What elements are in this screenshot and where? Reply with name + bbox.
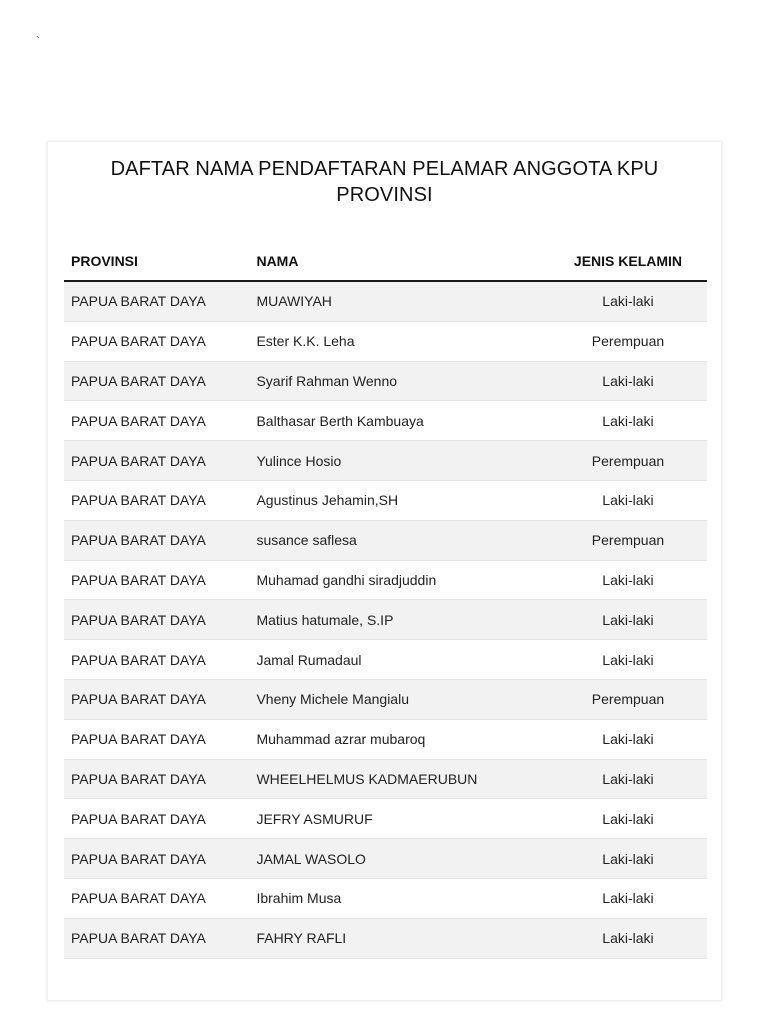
column-header-provinsi: PROVINSI xyxy=(64,241,249,281)
cell-provinsi: PAPUA BARAT DAYA xyxy=(64,839,249,879)
cell-nama: Matius hatumale, S.IP xyxy=(249,600,549,640)
table-row xyxy=(64,600,707,640)
cell-nama: JAMAL WASOLO xyxy=(249,839,549,879)
cell-nama: Jamal Rumadaul xyxy=(249,640,549,680)
cell-nama: WHEELHELMUS KADMAERUBUN xyxy=(249,759,549,799)
cell-jenis-kelamin: Perempuan xyxy=(549,441,707,481)
table-row xyxy=(64,361,707,401)
table-body xyxy=(64,281,707,958)
cell-jenis-kelamin: Laki-laki xyxy=(549,878,707,918)
cell-provinsi: PAPUA BARAT DAYA xyxy=(64,640,249,680)
cell-jenis-kelamin: Laki-laki xyxy=(549,799,707,839)
table-header xyxy=(64,241,707,281)
cell-nama: Agustinus Jehamin,SH xyxy=(249,480,549,520)
cell-jenis-kelamin: Laki-laki xyxy=(549,401,707,441)
cell-nama: Muhamad gandhi siradjuddin xyxy=(249,560,549,600)
cell-jenis-kelamin: Laki-laki xyxy=(549,361,707,401)
cell-provinsi: PAPUA BARAT DAYA xyxy=(64,361,249,401)
cell-provinsi: PAPUA BARAT DAYA xyxy=(64,799,249,839)
table-row xyxy=(64,520,707,560)
table-row xyxy=(64,679,707,719)
cell-nama: Balthasar Berth Kambuaya xyxy=(249,401,549,441)
cell-provinsi: PAPUA BARAT DAYA xyxy=(64,719,249,759)
cell-jenis-kelamin: Laki-laki xyxy=(549,918,707,958)
stray-mark: ` xyxy=(36,34,40,48)
table-row xyxy=(64,918,707,958)
registrant-list-card xyxy=(47,141,722,1001)
table-row xyxy=(64,839,707,879)
registrant-table xyxy=(64,241,707,959)
cell-jenis-kelamin: Perempuan xyxy=(549,321,707,361)
cell-jenis-kelamin: Laki-laki xyxy=(549,719,707,759)
cell-jenis-kelamin: Laki-laki xyxy=(549,480,707,520)
column-header-jenis-kelamin: JENIS KELAMIN xyxy=(549,241,707,281)
table-row xyxy=(64,719,707,759)
table-row xyxy=(64,799,707,839)
cell-jenis-kelamin: Laki-laki xyxy=(549,839,707,879)
table-row xyxy=(64,401,707,441)
column-header-nama: NAMA xyxy=(249,241,549,281)
table-row xyxy=(64,480,707,520)
table-row xyxy=(64,759,707,799)
cell-provinsi: PAPUA BARAT DAYA xyxy=(64,679,249,719)
table-row xyxy=(64,878,707,918)
cell-provinsi: PAPUA BARAT DAYA xyxy=(64,918,249,958)
cell-jenis-kelamin: Laki-laki xyxy=(549,281,707,321)
cell-provinsi: PAPUA BARAT DAYA xyxy=(64,520,249,560)
cell-nama: susance saflesa xyxy=(249,520,549,560)
table-row xyxy=(64,321,707,361)
cell-nama: Syarif Rahman Wenno xyxy=(249,361,549,401)
table-row xyxy=(64,441,707,481)
cell-nama: MUAWIYAH xyxy=(249,281,549,321)
cell-nama: Ibrahim Musa xyxy=(249,878,549,918)
cell-provinsi: PAPUA BARAT DAYA xyxy=(64,759,249,799)
cell-nama: FAHRY RAFLI xyxy=(249,918,549,958)
table-row xyxy=(64,281,707,321)
cell-provinsi: PAPUA BARAT DAYA xyxy=(64,560,249,600)
table-row xyxy=(64,560,707,600)
cell-nama: Yulince Hosio xyxy=(249,441,549,481)
cell-jenis-kelamin: Perempuan xyxy=(549,679,707,719)
cell-provinsi: PAPUA BARAT DAYA xyxy=(64,321,249,361)
cell-jenis-kelamin: Laki-laki xyxy=(549,560,707,600)
cell-provinsi: PAPUA BARAT DAYA xyxy=(64,600,249,640)
cell-jenis-kelamin: Perempuan xyxy=(549,520,707,560)
cell-provinsi: PAPUA BARAT DAYA xyxy=(64,281,249,321)
table-header-row xyxy=(64,241,707,281)
cell-provinsi: PAPUA BARAT DAYA xyxy=(64,480,249,520)
cell-jenis-kelamin: Laki-laki xyxy=(549,600,707,640)
page-title: DAFTAR NAMA PENDAFTARAN PELAMAR ANGGOTA KPU PROVINSI xyxy=(110,158,659,206)
cell-nama: Vheny Michele Mangialu xyxy=(249,679,549,719)
cell-nama: Ester K.K. Leha xyxy=(249,321,549,361)
cell-provinsi: PAPUA BARAT DAYA xyxy=(64,878,249,918)
cell-jenis-kelamin: Laki-laki xyxy=(549,640,707,680)
cell-jenis-kelamin: Laki-laki xyxy=(549,759,707,799)
cell-provinsi: PAPUA BARAT DAYA xyxy=(64,401,249,441)
table-row xyxy=(64,640,707,680)
cell-nama: Muhammad azrar mubaroq xyxy=(249,719,549,759)
cell-nama: JEFRY ASMURUF xyxy=(249,799,549,839)
cell-provinsi: PAPUA BARAT DAYA xyxy=(64,441,249,481)
